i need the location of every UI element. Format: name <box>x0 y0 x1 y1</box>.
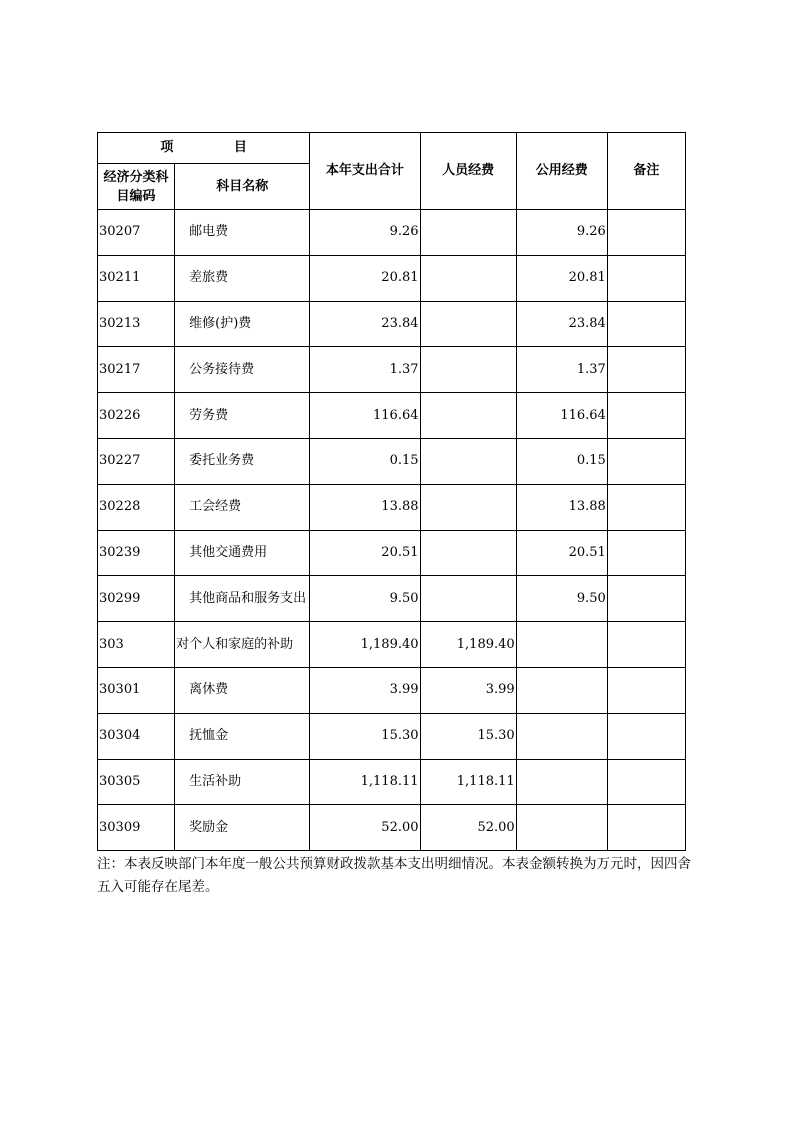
row-code: 30301 <box>98 667 175 713</box>
table-row <box>98 210 686 256</box>
row-remark <box>607 484 685 530</box>
row-public <box>516 713 607 759</box>
row-code: 30207 <box>98 210 175 256</box>
row-personnel <box>420 210 516 256</box>
row-total: 20.51 <box>310 530 420 576</box>
header-code: 经济分类科目编码 <box>98 164 175 210</box>
row-remark <box>607 393 685 439</box>
row-code: 30213 <box>98 301 175 347</box>
row-total: 15.30 <box>310 713 420 759</box>
table-row <box>98 667 686 713</box>
row-name: 维修(护)费 <box>175 301 310 347</box>
row-name: 差旅费 <box>175 255 310 301</box>
header-remark: 备注 <box>607 133 685 210</box>
table-row <box>98 759 686 805</box>
row-total: 116.64 <box>310 393 420 439</box>
table-row <box>98 713 686 759</box>
table-body <box>98 210 686 851</box>
table-row <box>98 438 686 484</box>
row-personnel <box>420 393 516 439</box>
row-public <box>516 759 607 805</box>
row-personnel: 15.30 <box>420 713 516 759</box>
row-remark <box>607 255 685 301</box>
row-public: 0.15 <box>516 438 607 484</box>
row-name: 工会经费 <box>175 484 310 530</box>
row-remark <box>607 805 685 851</box>
header-project: 项 目 <box>98 133 310 164</box>
row-code: 30217 <box>98 347 175 393</box>
row-total: 0.15 <box>310 438 420 484</box>
row-personnel <box>420 255 516 301</box>
row-remark <box>607 576 685 622</box>
table-row <box>98 393 686 439</box>
row-personnel <box>420 530 516 576</box>
row-personnel: 1,189.40 <box>420 622 516 668</box>
row-total: 9.26 <box>310 210 420 256</box>
row-total: 23.84 <box>310 301 420 347</box>
table-row <box>98 301 686 347</box>
row-total: 1.37 <box>310 347 420 393</box>
header-name: 科目名称 <box>175 164 310 210</box>
row-personnel <box>420 576 516 622</box>
row-personnel <box>420 301 516 347</box>
row-public: 13.88 <box>516 484 607 530</box>
table-row <box>98 347 686 393</box>
row-remark <box>607 622 685 668</box>
row-public <box>516 667 607 713</box>
row-remark <box>607 759 685 805</box>
row-personnel <box>420 438 516 484</box>
row-total: 20.81 <box>310 255 420 301</box>
row-remark <box>607 530 685 576</box>
table-row <box>98 805 686 851</box>
header-public: 公用经费 <box>516 133 607 210</box>
row-remark <box>607 347 685 393</box>
row-name: 离休费 <box>175 667 310 713</box>
row-code: 30226 <box>98 393 175 439</box>
row-remark <box>607 210 685 256</box>
row-remark <box>607 301 685 347</box>
row-name: 抚恤金 <box>175 713 310 759</box>
row-remark <box>607 438 685 484</box>
row-personnel: 3.99 <box>420 667 516 713</box>
row-name: 对个人和家庭的补助 <box>175 622 310 668</box>
row-public: 20.51 <box>516 530 607 576</box>
header-personnel: 人员经费 <box>420 133 516 210</box>
row-code: 30211 <box>98 255 175 301</box>
table-note: 注：本表反映部门本年度一般公共预算财政拨款基本支出明细情况。本表金额转换为万元时，因四舍五入可能存在尾差。 <box>97 856 691 895</box>
row-public: 9.26 <box>516 210 607 256</box>
row-remark <box>607 667 685 713</box>
table-row <box>98 255 686 301</box>
row-personnel: 1,118.11 <box>420 759 516 805</box>
row-code: 30309 <box>98 805 175 851</box>
row-code: 30228 <box>98 484 175 530</box>
row-public: 20.81 <box>516 255 607 301</box>
row-remark <box>607 713 685 759</box>
row-personnel: 52.00 <box>420 805 516 851</box>
row-name: 邮电费 <box>175 210 310 256</box>
table-row <box>98 484 686 530</box>
row-total: 3.99 <box>310 667 420 713</box>
row-public <box>516 805 607 851</box>
row-code: 30305 <box>98 759 175 805</box>
row-name: 委托业务费 <box>175 438 310 484</box>
row-personnel <box>420 484 516 530</box>
row-public: 1.37 <box>516 347 607 393</box>
row-personnel <box>420 347 516 393</box>
row-public: 23.84 <box>516 301 607 347</box>
table-row <box>98 622 686 668</box>
row-name: 公务接待费 <box>175 347 310 393</box>
row-total: 13.88 <box>310 484 420 530</box>
row-name: 生活补助 <box>175 759 310 805</box>
expenditure-table <box>97 132 686 851</box>
row-total: 1,189.40 <box>310 622 420 668</box>
row-code: 30239 <box>98 530 175 576</box>
row-code: 30227 <box>98 438 175 484</box>
row-public <box>516 622 607 668</box>
table-row <box>98 530 686 576</box>
table-row <box>98 576 686 622</box>
row-name: 劳务费 <box>175 393 310 439</box>
row-name: 其他商品和服务支出 <box>175 576 310 622</box>
row-code: 303 <box>98 622 175 668</box>
row-code: 30299 <box>98 576 175 622</box>
row-public: 116.64 <box>516 393 607 439</box>
row-total: 9.50 <box>310 576 420 622</box>
row-public: 9.50 <box>516 576 607 622</box>
row-name: 奖励金 <box>175 805 310 851</box>
row-name: 其他交通费用 <box>175 530 310 576</box>
row-code: 30304 <box>98 713 175 759</box>
header-total: 本年支出合计 <box>310 133 420 210</box>
row-total: 1,118.11 <box>310 759 420 805</box>
row-total: 52.00 <box>310 805 420 851</box>
